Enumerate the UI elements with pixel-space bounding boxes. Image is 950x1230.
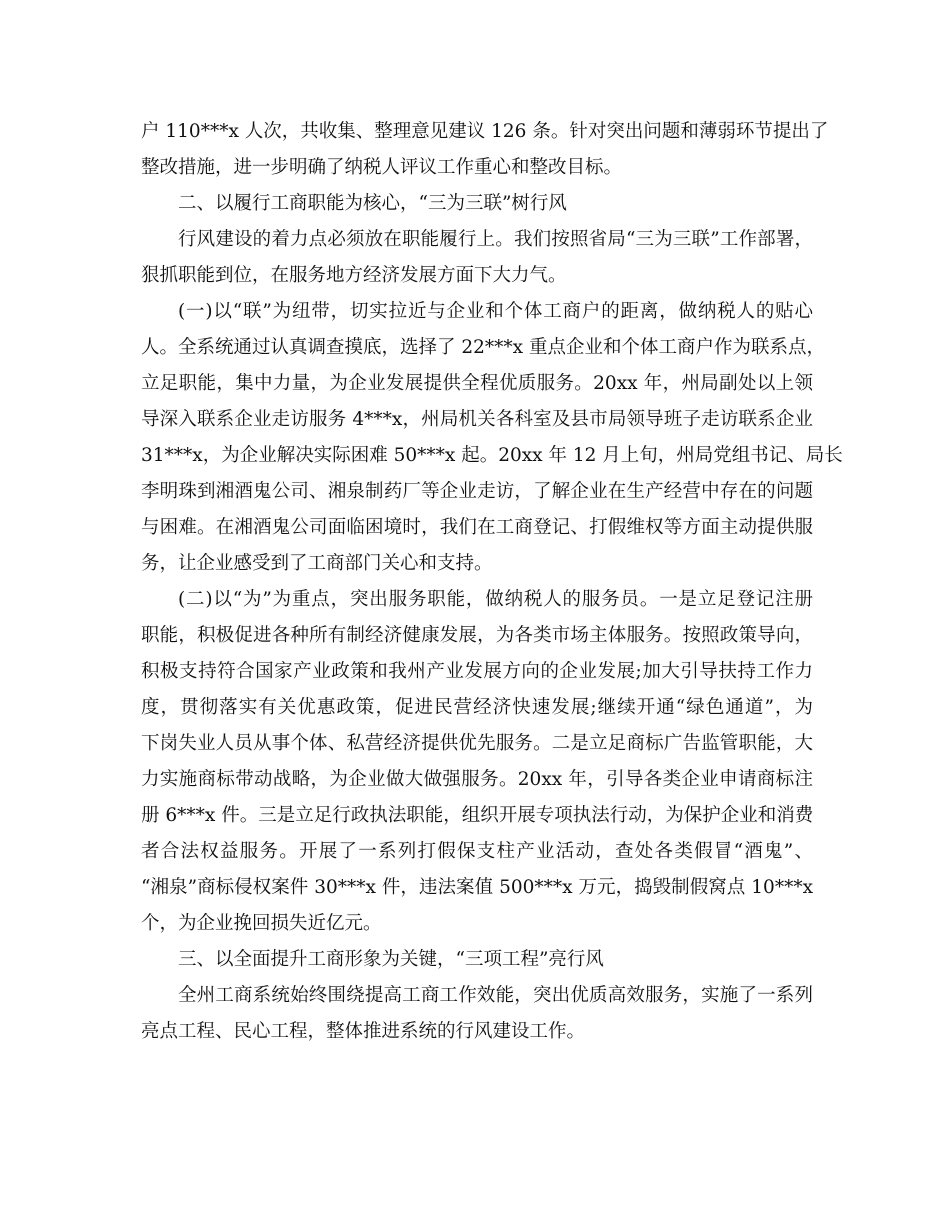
text-line: 职能，积极促进各种所有制经济健康发展，为各类市场主体服务。按照政策导向，: [141, 625, 813, 646]
text-line: 力实施商标带动战略，为企业做大做强服务。20xx 年，引导各类企业申请商标注: [141, 769, 813, 790]
text-line: 度，贯彻落实有关优惠政策，促进民营经济快速发展;继续开通“绿色通道”，为: [141, 697, 813, 718]
text-line: 整改措施，进一步明确了纳税人评议工作重心和整改目标。: [141, 157, 623, 178]
text-line: 户 110***x 人次，共收集、整理意见建议 126 条。针对突出问题和薄弱环节提出了: [141, 121, 829, 142]
text-line: “湘泉”商标侵权案件 30***x 件，违法案值 500***x 万元，捣毁制假窝点 10***x: [141, 877, 813, 898]
text-line: (二)以“为”为重点，突出服务职能，做纳税人的服务员。一是立足登记注册: [178, 589, 813, 610]
text-line: 31***x，为企业解决实际困难 50***x 起。20xx 年 12 月上旬，州局党组书记、局长: [141, 445, 843, 466]
text-line: 李明珠到湘酒鬼公司、湘泉制药厂等企业走访，了解企业在生产经营中存在的问题: [141, 481, 813, 502]
text-line: 狠抓职能到位，在服务地方经济发展方面下大力气。: [141, 265, 567, 286]
text-line: 个，为企业挽回损失近亿元。: [141, 913, 382, 934]
text-line: 务，让企业感受到了工商部门关心和支持。: [141, 553, 493, 574]
text-line: 与困难。在湘酒鬼公司面临困境时，我们在工商登记、打假维权等方面主动提供服: [141, 517, 813, 538]
text-line: 积极支持符合国家产业政策和我州产业发展方向的企业发展;加大引导扶持工作力: [141, 661, 813, 682]
text-line: 册 6***x 件。三是立足行政执法职能，组织开展专项执法行动，为保护企业和消费: [141, 805, 814, 826]
text-line: 立足职能，集中力量，为企业发展提供全程优质服务。20xx 年，州局副处以上领: [141, 373, 813, 394]
section-heading: 三、以全面提升工商形象为关键，“三项工程”亮行风: [178, 949, 604, 970]
text-line: 导深入联系企业走访服务 4***x，州局机关各科室及县市局领导班子走访联系企业: [141, 409, 813, 430]
text-line: 行风建设的着力点必须放在职能履行上。我们按照省局“三为三联”工作部署，: [178, 229, 813, 250]
text-line: (一)以“联”为纽带，切实拉近与企业和个体工商户的距离，做纳税人的贴心: [178, 301, 813, 322]
text-line: 人。全系统通过认真调查摸底，选择了 22***x 重点企业和个体工商户作为联系点，: [141, 337, 825, 358]
text-line: 全州工商系统始终围绕提高工商工作效能，突出优质高效服务，实施了一系列: [178, 985, 813, 1006]
text-line: 者合法权益服务。开展了一系列打假保支柱产业活动，查处各类假冒“酒鬼”、: [141, 841, 813, 862]
text-line: 下岗失业人员从事个体、私营经济提供优先服务。二是立足商标广告监管职能，大: [141, 733, 813, 754]
text-line: 亮点工程、民心工程，整体推进系统的行风建设工作。: [141, 1021, 586, 1042]
section-heading: 二、以履行工商职能为核心，“三为三联”树行风: [178, 193, 567, 214]
